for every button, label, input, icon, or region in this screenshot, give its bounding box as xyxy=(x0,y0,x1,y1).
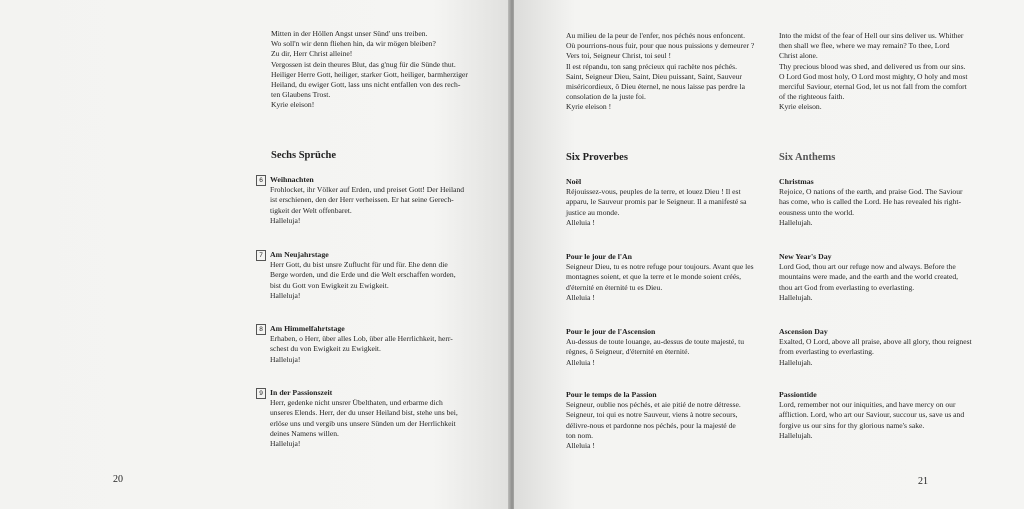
english-intro xyxy=(779,31,995,113)
english-section-1 xyxy=(779,177,997,228)
track-number: 7 xyxy=(256,250,266,261)
intro-line: then shall we flee, where we may remain? To thee, Lord xyxy=(779,41,950,51)
intro-line: consolation de la juste foi. xyxy=(566,92,646,102)
track-number: 6 xyxy=(256,175,266,186)
page-number: 21 xyxy=(918,476,928,487)
section-line: Herr Gott, du bist unsre Zuflucht für und für. Ehe denn die xyxy=(270,260,448,270)
page-number: 20 xyxy=(113,474,123,485)
intro-line: Thy precious blood was shed, and delivered us from our sins. xyxy=(779,61,966,71)
section-line: erlöse uns und vergib uns unsere Sünden um der Herrlichkeit xyxy=(270,418,456,428)
section-line: Exalted, O Lord, above all praise, above all glory, thou reignest xyxy=(779,337,972,347)
intro-line: Zu dir, Herr Christ alleine! xyxy=(271,49,353,59)
section-line: Halleluja! xyxy=(270,215,301,225)
section-line: Rejoice, O nations of the earth, and praise God. The Saviour xyxy=(779,187,963,197)
section-line: ist erschienen, den der Herr verheissen. Er hat seine Gerech- xyxy=(270,195,454,205)
intro-line: Into the midst of the fear of Hell our sins deliver us. Whither xyxy=(779,31,964,40)
intro-line: Il est répandu, ton sang précieux qui rachète nos péchés. xyxy=(566,61,738,71)
section-line: Seigneur Dieu, tu es notre refuge pour toujours. Avant que les xyxy=(566,262,754,272)
intro-line: Vers toi, Seigneur Christ, toi seul ! xyxy=(566,51,672,61)
section-title: Ascension Day xyxy=(779,327,828,336)
french-section-2 xyxy=(566,252,778,303)
french-section-3 xyxy=(566,327,778,368)
german-section-4 xyxy=(259,388,482,449)
section-line: Herr, gedenke nicht unsrer Übelthaten, und erbarme dich xyxy=(270,398,443,408)
intro-line: Où pourrions-nous fuir, pour que nous puissions y demeurer ? xyxy=(566,41,755,51)
intro-line: Kyrie eleison ! xyxy=(566,102,612,112)
section-line: tigkeit der Welt offenbaret. xyxy=(270,205,352,215)
section-line: Frohlocket, ihr Völker auf Erden, und preiset Gott! Der Heiland xyxy=(270,185,465,195)
section-line: bist du Gott von Ewigkeit zu Ewigkeit. xyxy=(270,280,389,290)
section-line: schest du von Ewigkeit zu Ewigkeit. xyxy=(270,344,381,354)
section-title: Pour le jour de l'Ascension xyxy=(566,327,656,336)
section-title: In der Passionszeit xyxy=(270,388,333,397)
section-line: Halleluja! xyxy=(270,439,301,449)
section-heading: Sechs Sprüche xyxy=(271,150,337,161)
track-number: 9 xyxy=(256,388,266,399)
section-line: thou art God from everlasting to everlasting. xyxy=(779,282,915,292)
german-section-3 xyxy=(259,324,482,365)
english-section-2 xyxy=(779,252,997,303)
section-line: montagnes soient, et que la terre et le monde soient créés, xyxy=(566,272,742,282)
section-line: Erhaben, o Herr, über alles Lob, über alle Herrlichkeit, herr- xyxy=(270,334,453,344)
section-line: deines Namens willen. xyxy=(270,428,339,438)
intro-line: Kyrie eleison. xyxy=(779,102,822,112)
section-line: apparu, le Sauveur promis par le Seigneur. Il a manifesté sa xyxy=(566,197,747,207)
section-line: Berge worden, und die Erde und die Welt erschaffen worden, xyxy=(270,270,456,280)
german-section-2 xyxy=(259,250,482,301)
intro-line: O Lord God most holy, O Lord most mighty, O holy and most xyxy=(779,71,968,81)
intro-line: Kyrie eleison! xyxy=(271,100,315,110)
section-line: Au-dessus de toute louange, au-dessus de toute majesté, tu xyxy=(566,337,744,347)
section-line: Halleluja! xyxy=(270,354,301,364)
section-line: délivre-nous et pardonne nos péchés, pour la majesté de xyxy=(566,420,736,430)
intro-line: Saint, Seigneur Dieu, Saint, Dieu puissant, Saint, Sauveur xyxy=(566,71,742,81)
section-line: justice au monde. xyxy=(566,207,620,217)
intro-line: Christ alone. xyxy=(779,51,818,61)
german-section-1 xyxy=(259,175,482,226)
intro-line: Wo soll'n wir denn fliehen hin, da wir mögen bleiben? xyxy=(271,39,436,49)
section-title: Passiontide xyxy=(779,390,817,399)
intro-line: Vergossen ist dein theures Blut, das g'nug für die Sünde thut. xyxy=(271,59,456,69)
section-line: Hallelujah. xyxy=(779,357,813,367)
intro-line: ten Glaubens Trost. xyxy=(271,90,331,100)
french-section-4 xyxy=(566,390,778,451)
section-line: unseres Elends. Herr, der du unser Heiland bist, stehe uns bei, xyxy=(270,408,458,418)
english-section-3 xyxy=(779,327,997,368)
section-line: Alleluia ! xyxy=(566,357,595,367)
section-title: Am Neujahrstage xyxy=(270,250,329,259)
section-line: Seigneur, oublie nos péchés, et aie pitié de notre détresse. xyxy=(566,400,741,410)
section-title: Pour le jour de l'An xyxy=(566,252,632,261)
english-section-4 xyxy=(779,390,997,441)
right-page xyxy=(514,0,1024,509)
section-title: Pour le temps de la Passion xyxy=(566,390,657,399)
section-line: règnes, ô Seigneur, d'éternité en éternité. xyxy=(566,347,690,357)
section-line: Alleluia ! xyxy=(566,292,595,302)
section-line: Lord God, thou art our refuge now and always. Before the xyxy=(779,262,956,272)
section-line: Halleluja! xyxy=(270,290,301,300)
section-line: affliction. Lord, who art our Saviour, succour us, save us and xyxy=(779,410,965,420)
french-intro xyxy=(566,31,776,113)
section-line: Alleluia ! xyxy=(566,441,595,451)
section-line: Lord, remember not our iniquities, and have mercy on our xyxy=(779,400,956,410)
intro-line: Mitten in der Höllen Angst unser Sünd' uns treiben. xyxy=(271,29,428,38)
german-intro xyxy=(271,29,481,111)
intro-line: merciful Saviour, eternal God, let us not fall from the comfort xyxy=(779,82,967,92)
french-section-1 xyxy=(566,177,778,228)
section-line: Hallelujah. xyxy=(779,430,813,440)
section-line: eousness unto the world. xyxy=(779,207,855,217)
section-line: Réjouissez-vous, peuples de la terre, et louez Dieu ! Il est xyxy=(566,187,741,197)
intro-line: Au milieu de la peur de l'enfer, nos péchés nous enfoncent. xyxy=(566,31,746,40)
intro-line: Heiliger Herre Gott, heiliger, starker Gott, heiliger, barmherziger xyxy=(271,69,468,79)
intro-line: miséricordieux, ô Dieu éternel, ne nous laisse pas perdre la xyxy=(566,82,746,92)
section-title: Noël xyxy=(566,177,582,186)
section-line: Hallelujah. xyxy=(779,292,813,302)
track-number: 8 xyxy=(256,324,266,335)
section-line: mountains were made, and the earth and the world created, xyxy=(779,272,959,282)
section-line: from everlasting to everlasting. xyxy=(779,347,874,357)
section-title: Christmas xyxy=(779,177,814,186)
section-line: Seigneur, toi qui es notre Sauveur, viens à notre secours, xyxy=(566,410,738,420)
section-line: d'éternité en éternité tu es Dieu. xyxy=(566,282,663,292)
intro-line: of the righteous faith. xyxy=(779,92,845,102)
section-heading: Six Proverbes xyxy=(566,152,628,163)
section-line: Hallelujah. xyxy=(779,217,813,227)
section-heading: Six Anthems xyxy=(779,152,836,163)
section-title: Am Himmelfahrtstage xyxy=(270,324,345,333)
left-page xyxy=(0,0,510,509)
section-line: forgive us our sins for thy glorious name's sake. xyxy=(779,420,925,430)
section-title: Weihnachten xyxy=(270,175,314,184)
section-line: Alleluia ! xyxy=(566,217,595,227)
section-title: New Year's Day xyxy=(779,252,832,261)
intro-line: Heiland, du ewiger Gott, lass uns nicht entfallen von des rech- xyxy=(271,80,461,90)
section-line: has come, who is called the Lord. He has revealed his right- xyxy=(779,197,961,207)
section-line: ton nom. xyxy=(566,430,594,440)
